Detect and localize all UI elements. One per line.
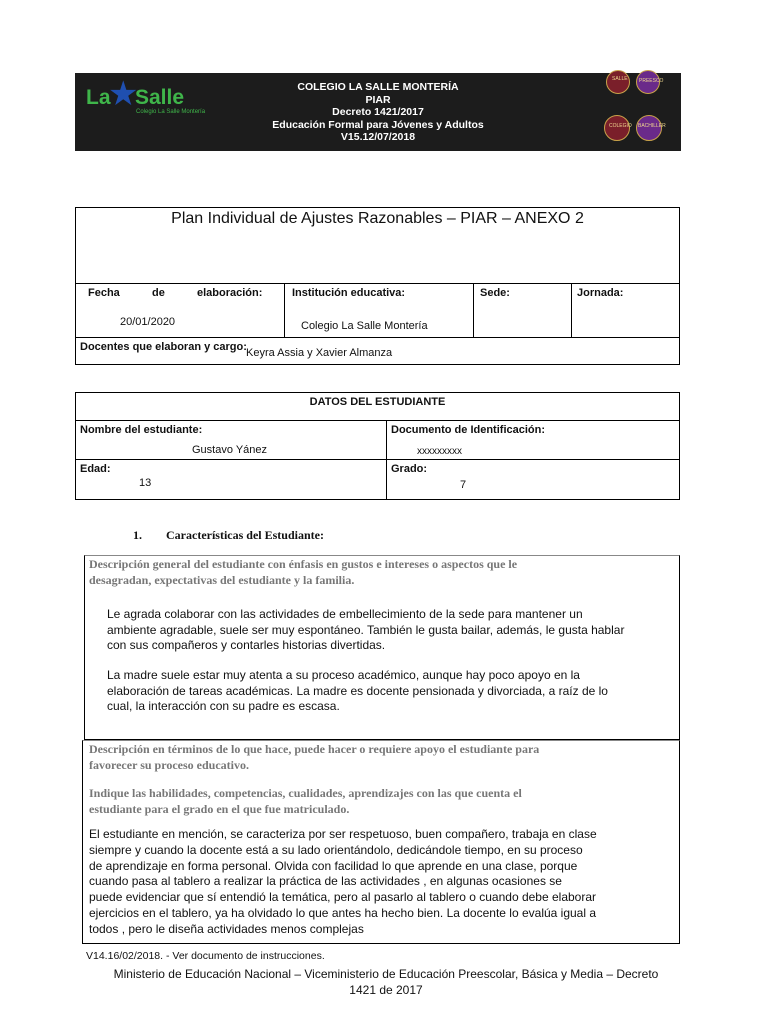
section-number: 1. — [133, 528, 142, 542]
edad-label: Edad: — [80, 463, 111, 475]
header-piar: PIAR — [365, 93, 391, 106]
logo-subtitle: Colegio La Salle Montería — [136, 109, 206, 115]
star-icon: ★ — [108, 75, 139, 113]
jornada-label: Jornada: — [577, 287, 624, 299]
student-data-table — [75, 392, 680, 500]
box1-paragraph-family: La madre suele estar muy atenta a su proceso académico, aunque hay poco apoyo en la elaboración de tareas académicas. La madre es docente pensionada y divorciada, a raíz de lo cual, la interacción con su padre es escasa. — [107, 668, 608, 713]
box1-heading: Descripción general del estudiante con énfasis en gustos e intereses o aspectos que le desagradan, expectativas del estudiante y la familia. — [89, 557, 518, 587]
sede-label: Sede: — [480, 287, 510, 299]
header-version: V15.12/07/2018 — [340, 131, 416, 143]
school-logo: La ★ Salle Colegio La Salle Montería — [86, 76, 196, 122]
fecha-label: Fecha — [88, 287, 120, 299]
footer-ministry: Ministerio de Educación Nacional – Viceministerio de Educación Preescolar, Básica y Media – Decreto 1421 de 2017 — [113, 967, 659, 997]
fecha-value: 20/01/2020 — [120, 316, 176, 328]
box2-heading-support: Descripción en términos de lo que hace, puede hacer o requiere apoyo el estudiante para favorecer su proceso educativo. — [89, 742, 540, 772]
header-program: Educación Formal para Jóvenes y Adultos — [272, 118, 484, 131]
fecha-label: de — [152, 287, 165, 299]
fecha-label: elaboración: — [197, 287, 263, 299]
grado-label: Grado: — [391, 463, 428, 475]
section-title: Características del Estudiante: — [166, 528, 324, 542]
institucion-value: Colegio La Salle Montería — [301, 320, 428, 332]
nombre-label: Nombre del estudiante: — [80, 424, 203, 436]
docentes-value: Keyra Assia y Xavier Almanza — [246, 347, 393, 359]
header-title-block — [240, 81, 516, 144]
box2-heading-skills: Indique las habilidades, competencias, cualidades, aprendizajes con las que cuenta el estudiante para el grado en el que fue matriculado. — [89, 786, 522, 816]
box1-paragraph-interests: Le agrada colaborar con las actividades de embellecimiento de la sede para mantener un ambiente agradable, suele ser muy espontáneo. También le gusta bailar, además, le gusta hablar con sus compañeros y contarles historias divertidas. — [107, 607, 625, 652]
plan-title: Plan Individual de Ajustes Razonables – PIAR – ANEXO 2 — [171, 210, 584, 227]
grado-value: 7 — [460, 479, 467, 491]
header-school-name: COLEGIO LA SALLE MONTERÍA — [297, 81, 459, 93]
seal-label: BACHILLER — [638, 123, 666, 129]
student-section-title: DATOS DEL ESTUDIANTE — [309, 396, 446, 408]
header-decree: Decreto 1421/2017 — [332, 106, 424, 118]
seal-label: COLEGIO — [609, 123, 632, 129]
seal-label: SALLE — [612, 76, 628, 82]
edad-value: 13 — [139, 477, 152, 489]
box2-paragraph: El estudiante en mención, se caracteriza por ser respetuoso, buen compañero, trabaja en clase siempre y cuando la docente está a su lado orientándolo, dedicándole tiempo, en su proceso de aprendizaje en forma personal. Olvida con facilidad lo que aprende en una clase, porque cuando pasa al tablero a realizar la práctica de las actividades , en algunas ocasiones se puede evidenciar que sí entendió la temática, pero al pasarlo al tablero o cuando debe elaborar ejercicios en el tablero, ya ha olvidado lo que antes ha hecho bien. La docente lo evalúa igual a todos , pero le diseña actividades menos complejas — [89, 827, 597, 936]
footer-version: V14.16/02/2018. - Ver documento de instrucciones. — [86, 950, 325, 962]
seal-label: PREESCO — [639, 78, 664, 84]
seal-icon — [606, 70, 630, 94]
docentes-label: Docentes que elaboran y cargo: — [80, 341, 247, 353]
documento-value: xxxxxxxxx — [417, 446, 462, 457]
nombre-value: Gustavo Yánez — [192, 444, 268, 456]
documento-label: Documento de Identificación: — [391, 424, 546, 436]
institucion-label: Institución educativa: — [292, 287, 406, 299]
